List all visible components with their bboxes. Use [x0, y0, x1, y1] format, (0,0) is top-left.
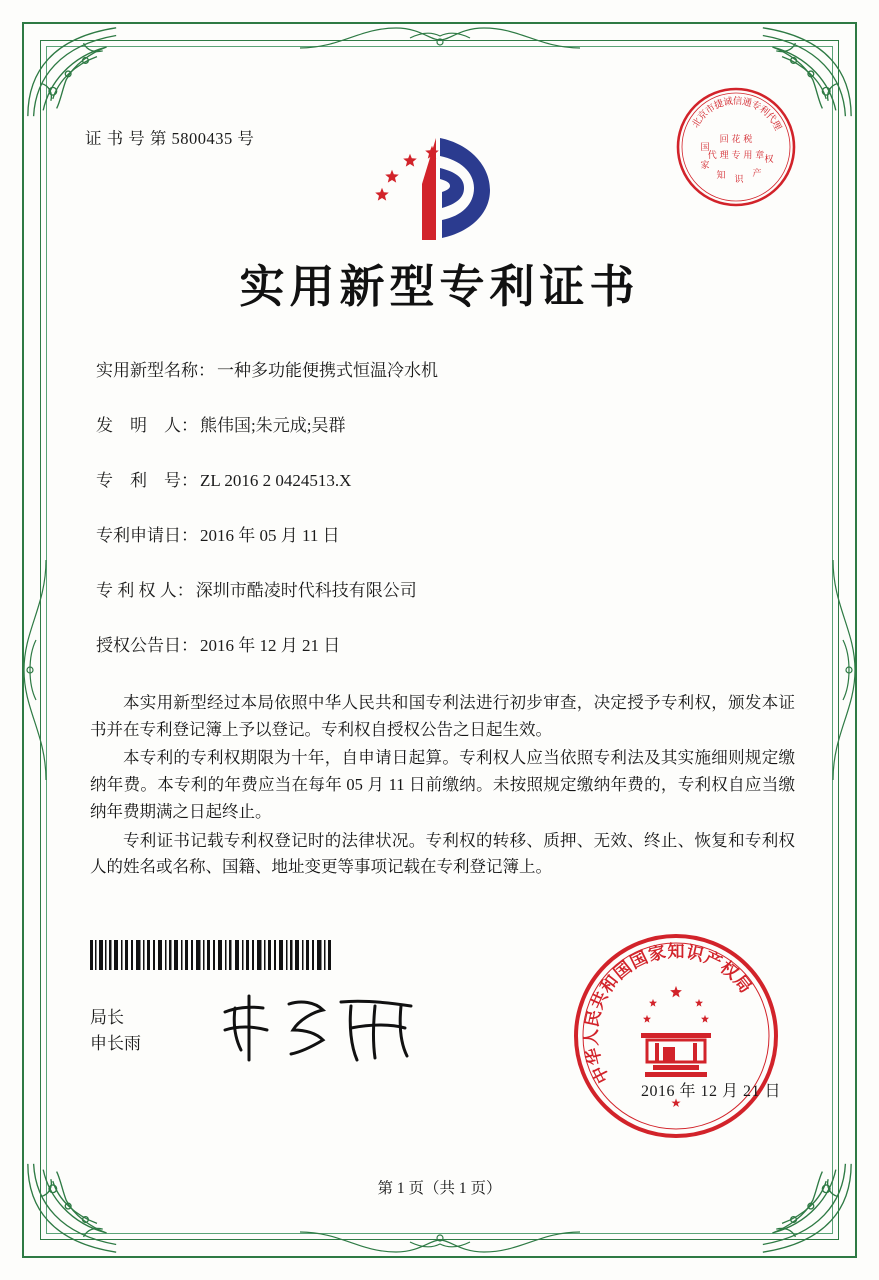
- field-application-date: [96, 525, 799, 547]
- svg-text:知: 知: [667, 942, 685, 962]
- svg-text:家: 家: [700, 161, 710, 171]
- svg-text:人: 人: [581, 1028, 603, 1047]
- svg-text:权: 权: [764, 155, 774, 165]
- handwritten-signature-icon: [215, 990, 435, 1070]
- svg-text:信: 信: [732, 95, 743, 108]
- svg-text:回 花 税: 回 花 税: [719, 135, 753, 145]
- seal-date: 2016 年 12 月 21 日: [640, 1083, 781, 1100]
- ornament-edge-right-icon: [829, 560, 861, 780]
- svg-text:专: 专: [749, 99, 763, 114]
- svg-text:知: 知: [716, 171, 726, 181]
- field-value: 一种多功能便携式恒温冷水机: [217, 361, 438, 380]
- svg-text:利: 利: [756, 103, 772, 119]
- field-value: 深圳市酷凌时代科技有限公司: [195, 581, 417, 601]
- field-patentee: [96, 580, 799, 602]
- svg-text:局: 局: [729, 971, 756, 998]
- field-value: ZL 2016 2 0424513.X: [200, 471, 352, 491]
- svg-text:市: 市: [703, 102, 718, 117]
- field-list: [96, 360, 799, 691]
- field-label: 实用新型名称：: [96, 361, 215, 380]
- page-title: 实用新型专利证书: [239, 260, 640, 313]
- body-text: [90, 690, 795, 883]
- barcode: [90, 940, 335, 970]
- signature-name: 申长雨: [90, 1034, 141, 1054]
- body-paragraph-3: 专利证书记载专利权登记时的法律状况。专利权的转移、质押、无效、终止、恢复和专利权人的姓名或名称、国籍、地址变更等事项记载在专利登记簿上。: [90, 830, 795, 877]
- svg-text:识: 识: [684, 942, 706, 966]
- field-label: 授权公告日：: [96, 636, 198, 656]
- svg-text:代: 代: [763, 110, 779, 125]
- ornament-edge-bottom-icon: [300, 1228, 580, 1258]
- field-utility-model-name: [96, 360, 799, 382]
- field-inventor: [96, 415, 799, 437]
- field-value: 2016 年 05 月 11 日: [200, 526, 340, 546]
- svg-text:诚: 诚: [722, 95, 734, 109]
- national-seal: [565, 925, 787, 1147]
- field-patent-number: [96, 470, 799, 492]
- svg-text:华: 华: [582, 1045, 607, 1067]
- body-paragraph-1: 本实用新型经过本局依照中华人民共和国专利法进行初步审查，决定授予专利权，颁发本证书并在专利登记簿上予以登记。专利权自授权公告之日起生效。: [90, 693, 795, 739]
- svg-text:识: 识: [734, 175, 744, 185]
- signature-position-label: 局长: [90, 1008, 124, 1027]
- field-value: 熊伟国;朱元成;吴群: [200, 416, 346, 436]
- svg-text:国: 国: [627, 947, 652, 974]
- svg-text:通: 通: [741, 96, 753, 110]
- svg-text:国: 国: [610, 957, 637, 984]
- svg-text:产: 产: [752, 169, 762, 179]
- page-footer: 第 1 页（共 1 页）: [377, 1180, 502, 1197]
- svg-text:★: ★: [670, 1096, 682, 1110]
- svg-text:共: 共: [587, 988, 613, 1013]
- certificate-number: 证 书 号 第 5800435 号: [85, 129, 255, 148]
- field-grant-announcement-date: [96, 635, 799, 657]
- field-label: 专利申请日：: [96, 526, 198, 546]
- body-paragraph-2: 本专利的专利权期限为十年，自申请日起算。专利权人应当依照专利法及其实施细则规定缴纳年费。本专利的年费应当在每年 05 月 11 日前缴纳。未按照规定缴纳年费的，专利权自应当缴纳年费期满之日起终止。: [90, 748, 795, 821]
- field-label: 发 明 人：: [96, 416, 198, 436]
- svg-text:捷: 捷: [712, 97, 726, 112]
- field-label: 专 利 号：: [96, 471, 198, 491]
- field-value: 2016 年 12 月 21 日: [200, 636, 341, 656]
- certificate-content: [60, 60, 819, 1220]
- ornament-edge-left-icon: [18, 560, 50, 780]
- svg-text:权: 权: [715, 957, 742, 984]
- signature-block: [90, 1005, 141, 1058]
- svg-text:北: 北: [690, 115, 705, 130]
- svg-text:代 理 专 用 章: 代 理 专 用 章: [707, 151, 765, 161]
- field-label: 专 利 权 人：: [96, 581, 194, 601]
- svg-text:理: 理: [769, 118, 784, 133]
- svg-text:民: 民: [582, 1008, 606, 1029]
- svg-text:和: 和: [596, 971, 623, 998]
- ornament-edge-top-icon: [300, 22, 580, 52]
- svg-text:国: 国: [700, 143, 710, 153]
- sipo-logo-icon: [370, 132, 500, 244]
- svg-text:家: 家: [646, 942, 668, 966]
- agency-seal: [671, 82, 801, 212]
- svg-text:中: 中: [588, 1062, 614, 1087]
- svg-text:京: 京: [696, 108, 711, 123]
- svg-text:产: 产: [700, 947, 725, 974]
